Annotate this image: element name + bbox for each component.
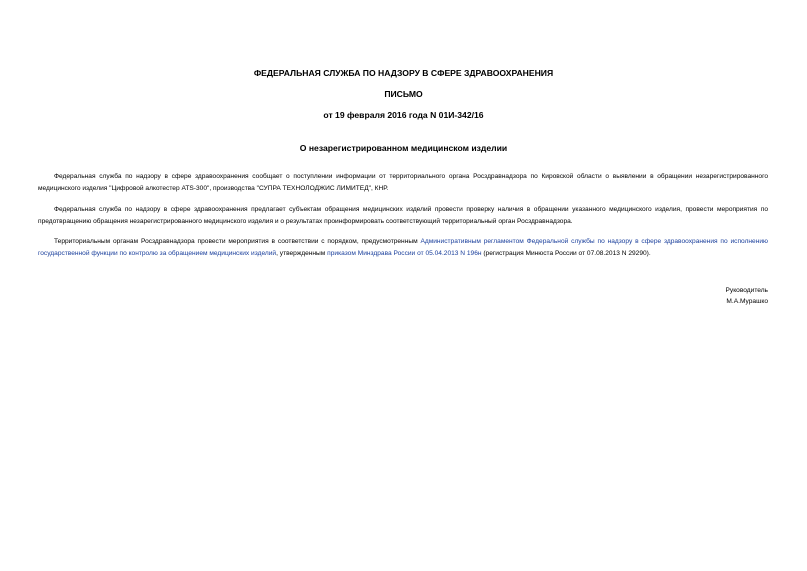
document-subject: О незарегистрированном медицинском изделии — [299, 143, 508, 153]
paragraph-3-text-start: Территориальным органам Росздравнадзора провести мероприятия в соответствии с порядком, предусмотренным — [54, 238, 421, 245]
agency-title: ФЕДЕРАЛЬНАЯ СЛУЖБА ПО НАДЗОРУ В СФЕРЕ ЗДРАВООХРАНЕНИЯ — [253, 68, 554, 78]
paragraph-3-text-middle: , утвержденным — [276, 249, 328, 257]
ministry-order-link[interactable]: приказом Минздрава России от 05.04.2013 N 196н — [327, 249, 482, 257]
body-paragraph-2: Федеральная служба по надзору в сфере здравоохранения предлагает субъектам обращения медицинских изделий провести проверку наличия в обращении указанного медицинского изделия, провести мероприятия по предотвращению обращения незарегистрированного медицинского изделия и о результатах проинформировать соответствующий территориальный орган Росздравнадзора. — [38, 206, 768, 225]
body-paragraph-3 — [38, 236, 768, 259]
body-paragraph-1: Федеральная служба по надзору в сфере здравоохранения сообщает о поступлении информации от территориального органа Росздравнадзора по Кировской области о выявлении в обращении незарегистрированного медицинского изделия "Цифровой алкотестер ATS-300", производства "СУПРА ТЕХНОЛОДЖИС ЛИМИТЕД", КНР. — [38, 173, 768, 192]
paragraph-3-text-end: (регистрация Минюста России от 07.08.2013 N 29290). — [481, 249, 651, 257]
signatory-title: Руководитель — [725, 287, 768, 294]
admin-regulation-link[interactable]: Административным регламентом Федеральной службы по надзору в сфере здравоохранения по исполнению государственной функции по контролю за обращением медицинских изделий — [38, 238, 768, 257]
document-date-number: от 19 февраля 2016 года N 01И-342/16 — [323, 110, 484, 120]
document-type: ПИСЬМО — [384, 89, 423, 99]
signatory-name: М.А.Мурашко — [726, 298, 768, 305]
